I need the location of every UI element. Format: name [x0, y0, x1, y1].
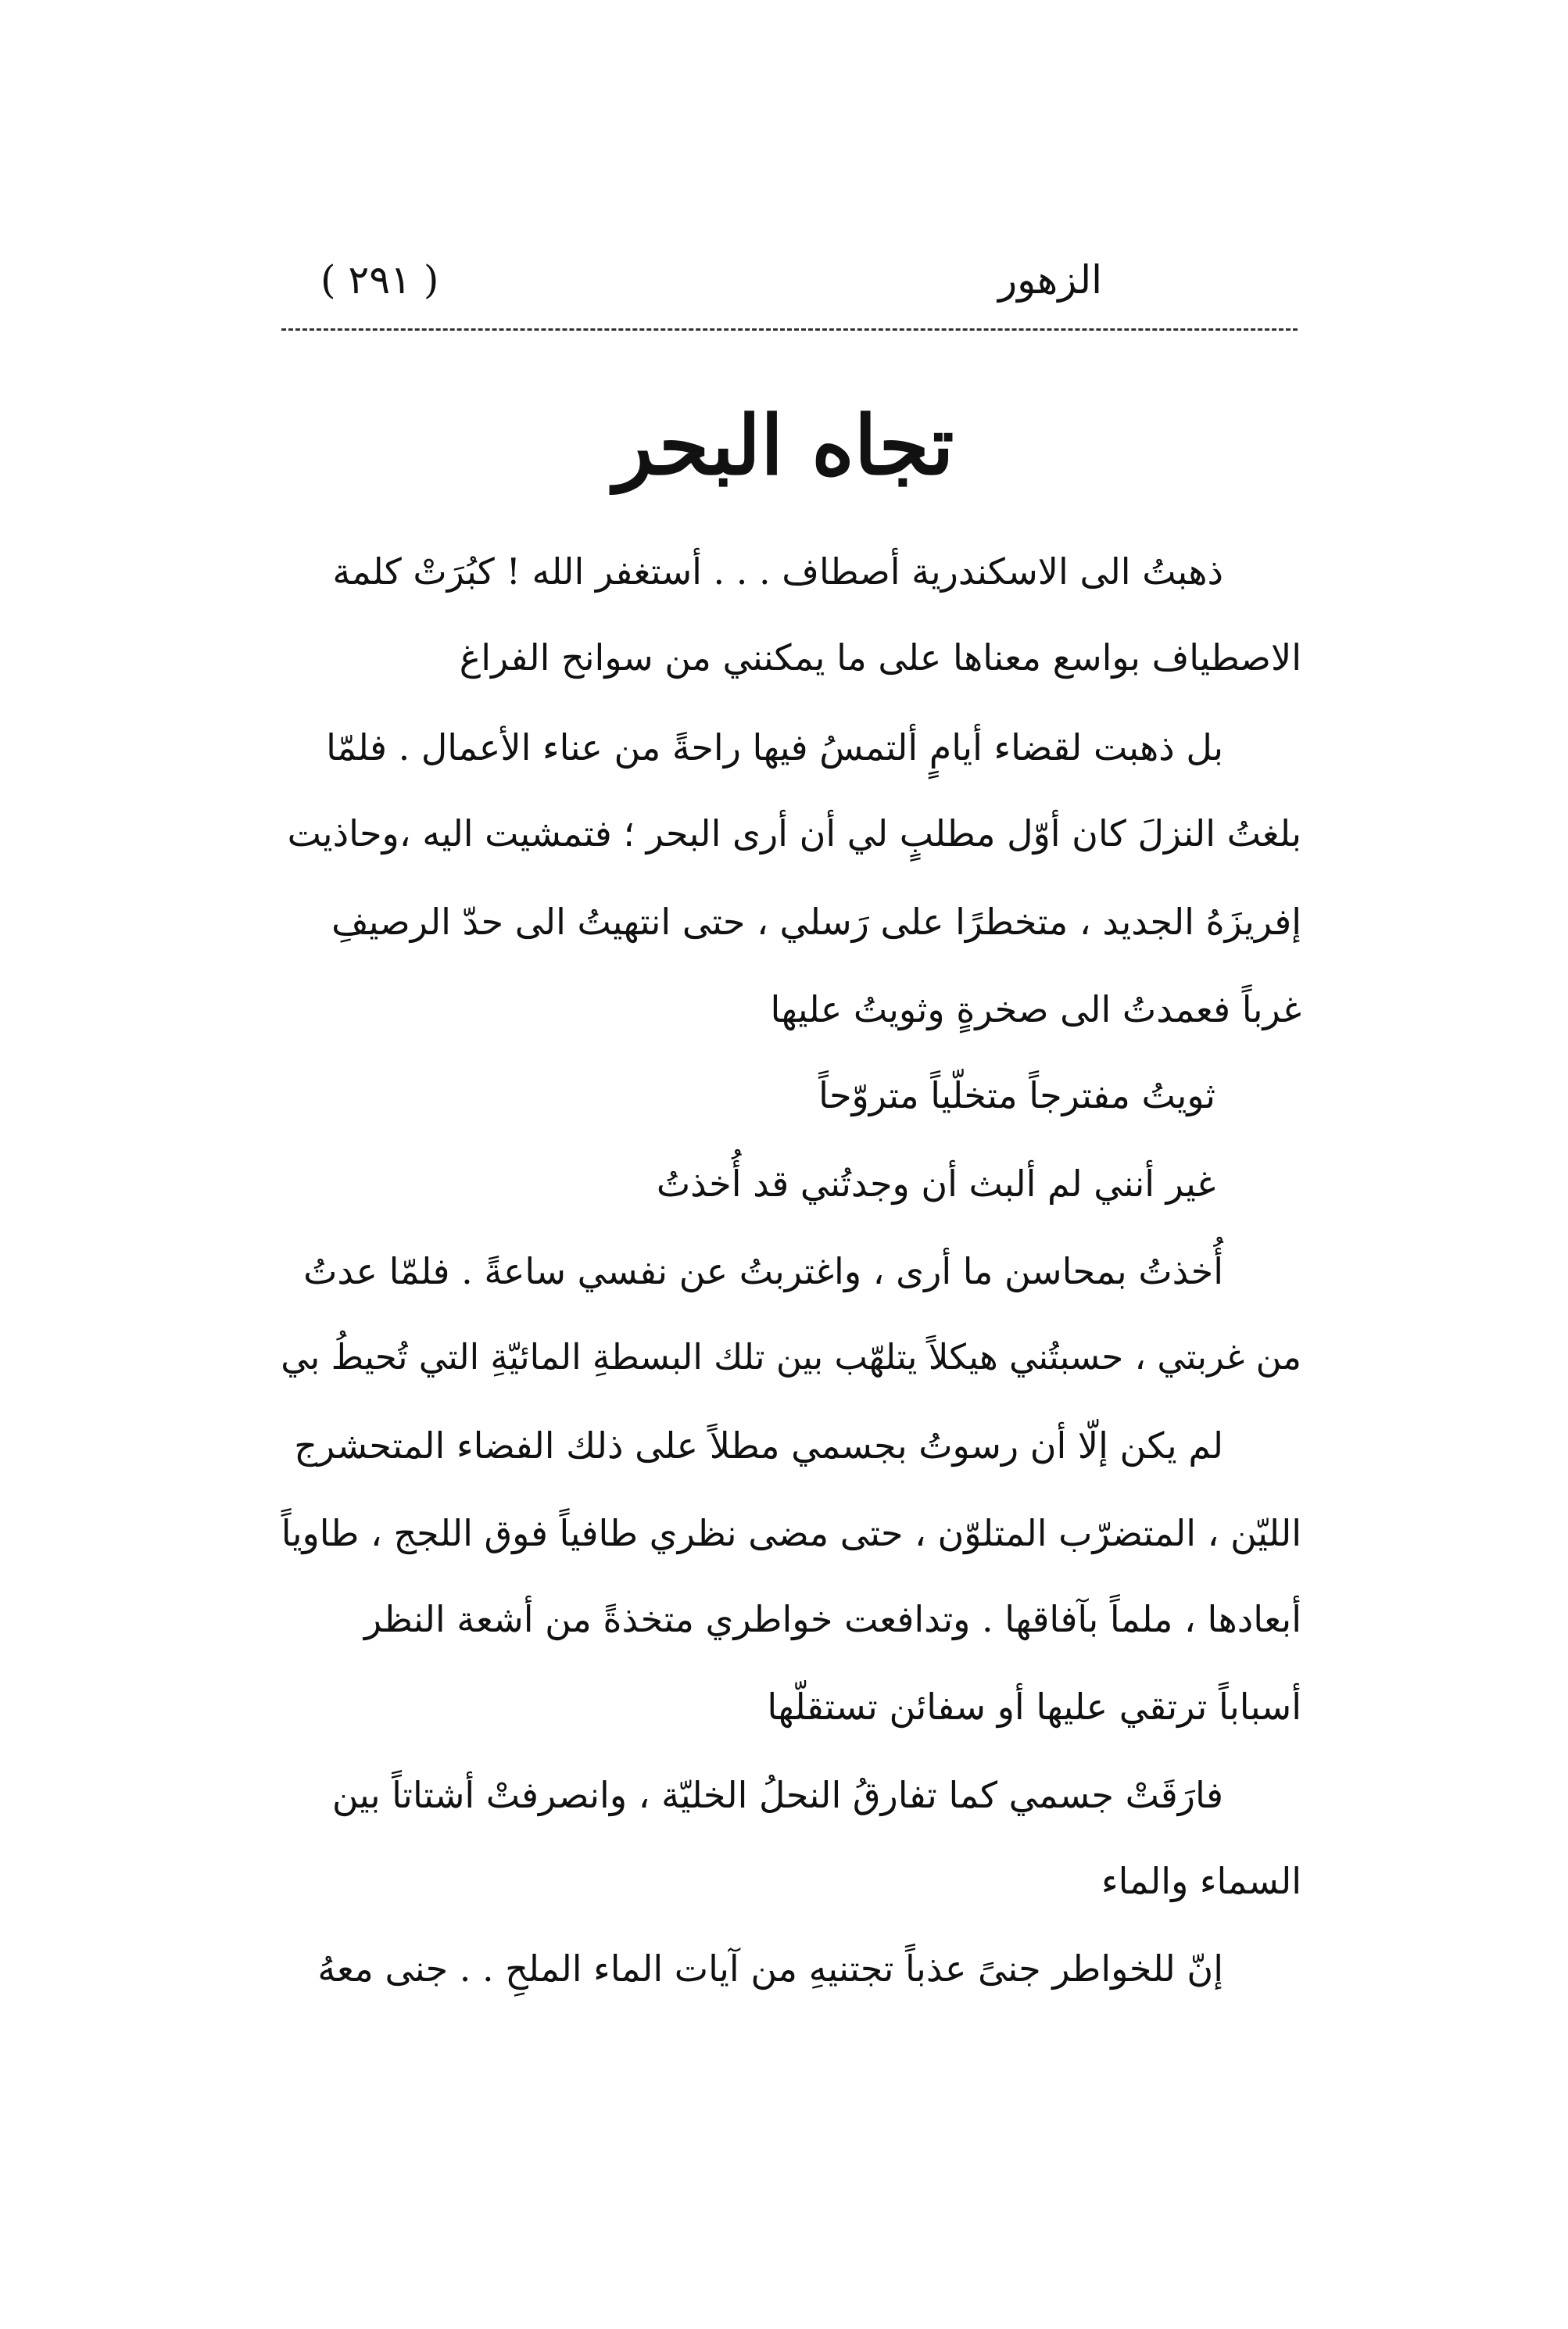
text-line: إفريزَهُ الجديد ، متخطرًا على رَسلي ، حتى انتهيتُ الى حدّ الرصيفِ	[331, 901, 1301, 943]
text-line: الاصطياف بواسع معناها على ما يمكنني من سوانح الفراغ	[459, 636, 1301, 679]
running-title: الزهور	[997, 257, 1102, 303]
text-line: ثويتُ مفترجاً متخلّياً متروّحاً	[818, 1074, 1215, 1116]
text-line: بل ذهبت لقضاء أيامٍ ألتمسُ فيها راحةً من عناء الأعمال . فلمّا	[326, 726, 1223, 769]
text-line: غير أنني لم ألبث أن وجدتُني قد أُخذتُ	[656, 1163, 1215, 1205]
text-line: ذهبتُ الى الاسكندرية أصطاف . . . أستغفر الله ! كبُرَتْ كلمة	[332, 550, 1223, 593]
text-line: أسباباً ترتقي عليها أو سفائن تستقلّها	[767, 1686, 1301, 1728]
article-title: تجاه البحر	[614, 397, 954, 493]
header-divider	[281, 328, 1298, 331]
text-line: أبعادها ، ملماً بآفاقها . وتدافعت خواطري متخذةً من أشعة النظر	[363, 1598, 1301, 1640]
text-line: غرباً فعمدتُ الى صخرةٍ وثويتُ عليها	[770, 988, 1301, 1030]
text-line: فارَقَتْ جسمي كما تفارقُ النحلُ الخليّة ، وانصرفتْ أشتاتاً بين	[331, 1774, 1223, 1816]
text-line: الليّن ، المتضرّب المتلوّن ، حتى مضى نظري طافياً فوق اللجج ، طاوياً	[281, 1512, 1301, 1554]
text-line: إنّ للخواطر جنىً عذباً تجتنيهِ من آيات الماء الملحِ . . جنى معهُ	[317, 1947, 1223, 1990]
page-number: ( ٢٩١ )	[320, 257, 439, 303]
running-header	[281, 249, 1298, 311]
text-line: بلغتُ النزلَ كان أوّل مطلبٍ لي أن أرى البحر ؛ فتمشيت اليه ،وحاذيت	[287, 812, 1301, 855]
text-line: أُخذتُ بمحاسن ما أرى ، واغتربتُ عن نفسي ساعةً . فلمّا عدتُ	[303, 1250, 1223, 1292]
text-line: السماء والماء	[1101, 1860, 1301, 1902]
text-line: من غربتي ، حسبتُني هيكلاً يتلهّب بين تلك البسطةِ المائيّةِ التي تُحيطُ بي	[281, 1336, 1301, 1378]
text-line: لم يكن إلّا أن رسوتُ بجسمي مطلاً على ذلك الفضاء المتحشرج	[294, 1424, 1223, 1467]
